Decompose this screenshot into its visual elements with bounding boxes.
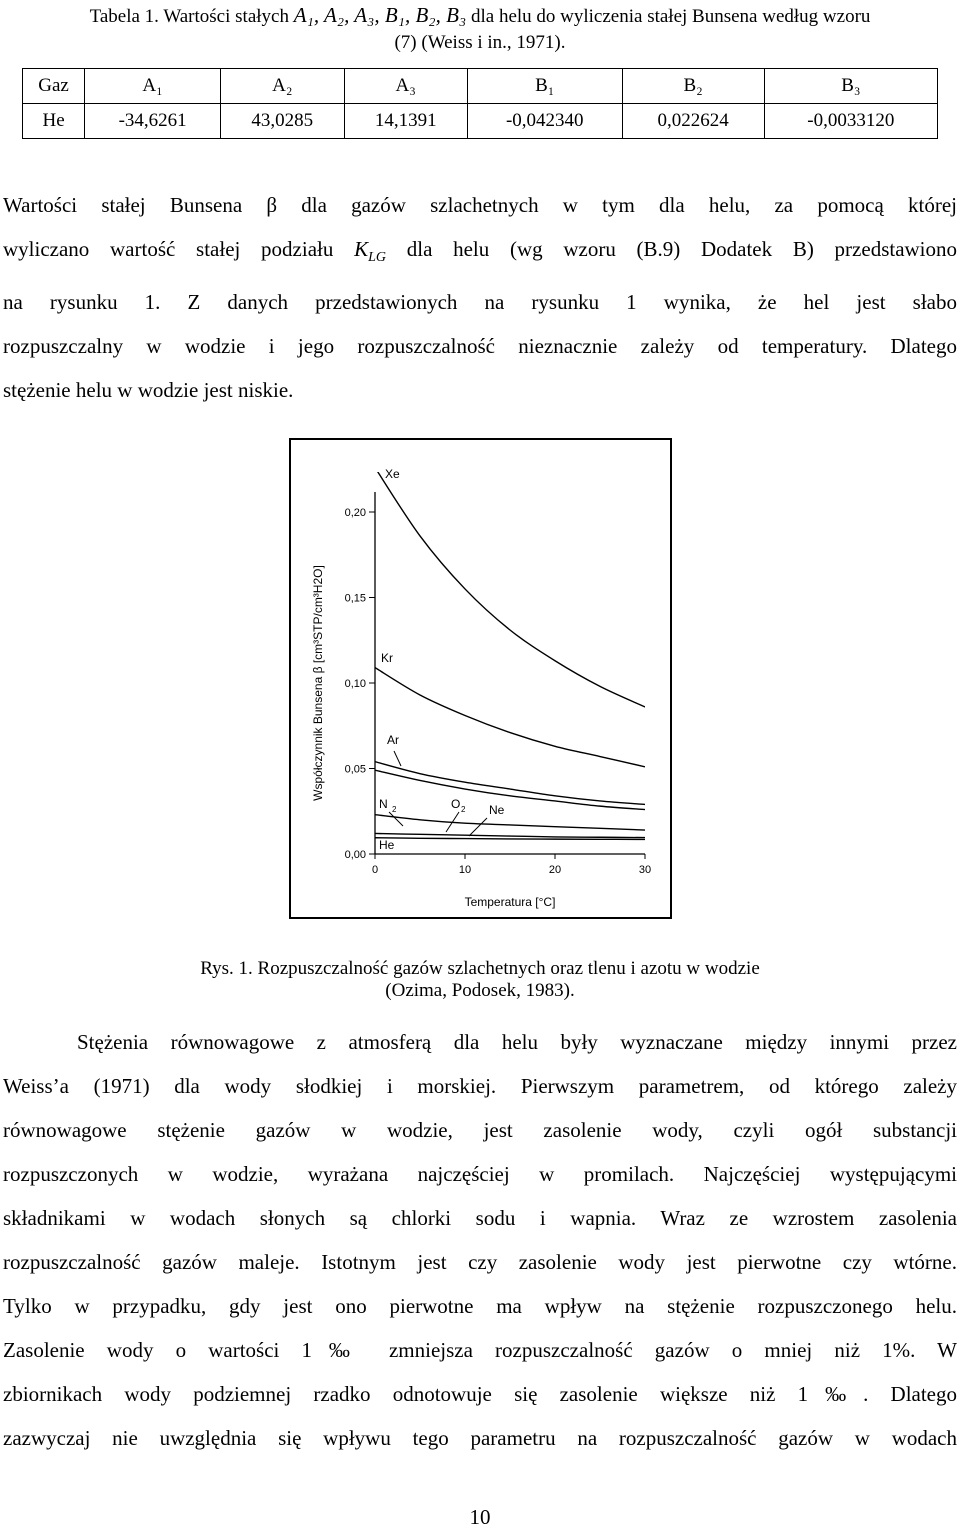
paragraph-line: rozpuszczonych w wodzie, wyrażana najczęściej w promilach. Najczęściej występującymi xyxy=(3,1162,957,1186)
arrow-ne xyxy=(469,818,487,836)
table-row xyxy=(23,104,938,139)
series-label-o2-sub: 2 xyxy=(461,805,466,814)
table-header-cell: A₂ xyxy=(221,69,344,104)
y-tick-label: 0,05 xyxy=(344,763,366,776)
series-label-xe: Xe xyxy=(385,467,400,481)
page-number: 10 xyxy=(469,1505,491,1529)
series-label-kr: Kr xyxy=(381,651,393,665)
table-caption-line1 xyxy=(0,2,960,30)
table-header-row xyxy=(23,69,938,104)
paragraph-line: stężenie helu w wodzie jest niskie. xyxy=(3,378,294,403)
x-tick-label: 0 xyxy=(371,864,379,876)
series-line-he xyxy=(375,838,645,840)
series-label-ar: Ar xyxy=(387,733,399,747)
y-tick-label: 0,20 xyxy=(344,507,366,519)
paragraph-line xyxy=(3,227,957,280)
x-axis-label: Temperatura [°C] xyxy=(464,895,556,909)
table-cell: -34,6261 xyxy=(85,104,221,139)
y-axis-label: Współczynnik Bunsena β [cm³STP/cm³H2O] xyxy=(311,565,325,801)
paragraph-text: wyliczano wartość stałej podziału xyxy=(3,237,334,261)
series-line-ar xyxy=(375,762,645,805)
solubility-chart xyxy=(291,440,672,919)
series-label-o2: O xyxy=(451,797,461,811)
chart-axes xyxy=(311,492,651,909)
figure-caption-line2: (Ozima, Podosek, 1983). xyxy=(385,980,575,1001)
table-cell: 43,0285 xyxy=(221,104,344,139)
series-line-o2 xyxy=(375,770,645,809)
paragraph-line: Wartości stałej Bunsena β dla gazów szlachetnych w tym dla helu, za pomocą której xyxy=(3,193,957,217)
series-line-xe xyxy=(375,468,645,707)
chart-labels xyxy=(379,467,505,852)
series-label-ne: Ne xyxy=(489,803,505,817)
y-tick-label: 0,15 xyxy=(344,592,366,605)
paragraph-text: dla helu (wg wzoru (B.9) Dodatek B) przedstawiono xyxy=(406,237,958,261)
table-cell: -0,0033120 xyxy=(764,104,937,139)
series-label-n2: N xyxy=(379,797,388,811)
table-caption-symbols: A₁, A₂, A₃, B₁, B₂, B₃ xyxy=(293,3,467,27)
paragraph-line: równowagowe stężenie gazów w wodzie, jest zasolenie wody, czyli ogół substancji xyxy=(3,1118,957,1142)
paragraph-line: Stężenia równowagowe z atmosferą dla helu były wyznaczane między innymi przez xyxy=(77,1030,957,1054)
paragraph-line: na rysunku 1. Z danych przedstawionych na rysunku 1 wynika, że hel jest słabo xyxy=(3,290,957,315)
series-label-n2-sub: 2 xyxy=(392,805,397,814)
y-tick-label: 0,00 xyxy=(344,849,366,861)
table-cell: 14,1391 xyxy=(344,104,467,139)
k-lg-symbol xyxy=(354,237,387,266)
table-header-cell: A₃ xyxy=(344,69,467,104)
table-header-cell: B₂ xyxy=(622,69,764,104)
paragraph-line: zazwyczaj nie uwzględnia się wpływu tego parametru na rozpuszczalność gazów w wodach xyxy=(3,1426,957,1450)
paragraph-line: Zasolenie wody o wartości 1‰ zmniejsza rozpuszczalność gazów o mniej niż 1%. W xyxy=(3,1338,957,1362)
series-label-he: He xyxy=(379,838,395,852)
table-caption-prefix: Tabela 1. Wartości stałych xyxy=(89,6,289,27)
paragraph-line: rozpuszczalność gazów maleje. Istotnym jest czy zasolenie wody jest pierwotne czy wtórne. xyxy=(3,1250,957,1274)
table-header-cell: A₁ xyxy=(85,69,221,104)
table-header-cell: B₃ xyxy=(764,69,937,104)
table-header-cell: Gaz xyxy=(23,69,85,104)
arrow-n2 xyxy=(389,812,403,826)
table-cell: -0,042340 xyxy=(467,104,622,139)
series-line-kr xyxy=(375,668,645,767)
paragraph-line: zbiornikach wody podziemnej rzadko odnotowuje się zasolenie większe niż 1‰. Dlatego xyxy=(3,1382,957,1406)
x-tick-label: 30 xyxy=(638,864,652,876)
series-line-ne xyxy=(375,833,645,837)
table-header-cell: B₁ xyxy=(467,69,622,104)
figure-caption-line1: Rys. 1. Rozpuszczalność gazów szlachetnych oraz tlenu i azotu w wodzie xyxy=(200,958,760,979)
arrow-ar xyxy=(394,751,401,766)
table-caption-suffix: dla helu do wyliczenia stałej Bunsena według wzoru xyxy=(470,6,871,27)
k-subscript: LG xyxy=(368,250,387,266)
constants-table xyxy=(22,68,938,139)
paragraph-line: rozpuszczalny w wodzie i jego rozpuszczalność nieznacznie zależy od temperatury. Dlatego xyxy=(3,334,957,359)
x-tick-label: 20 xyxy=(548,864,562,876)
table-cell: 0,022624 xyxy=(622,104,764,139)
figure-caption xyxy=(0,958,960,1002)
y-tick-label: 0,10 xyxy=(344,678,366,690)
x-tick-label: 10 xyxy=(458,864,472,876)
paragraph-salinity xyxy=(3,1020,957,1460)
figure-frame xyxy=(289,438,672,919)
k-symbol: K xyxy=(354,237,369,261)
paragraph-bunsen xyxy=(3,183,957,412)
series-line-n2 xyxy=(375,815,645,830)
paragraph-line: składnikami w wodach słonych są chlorki sodu i wapnia. Wraz ze wzrostem zasolenia xyxy=(3,1206,957,1230)
chart-series xyxy=(375,468,645,840)
table-caption-line2: (7) (Weiss i in., 1971). xyxy=(394,32,566,53)
table-caption xyxy=(0,2,960,56)
table-cell: He xyxy=(23,104,85,139)
paragraph-line: Weiss’a (1971) dla wody słodkiej i morskiej. Pierwszym parametrem, od którego zależy xyxy=(3,1074,957,1098)
paragraph-line: Tylko w przypadku, gdy jest ono pierwotne ma wpływ na stężenie rozpuszczonego helu. xyxy=(3,1294,957,1318)
